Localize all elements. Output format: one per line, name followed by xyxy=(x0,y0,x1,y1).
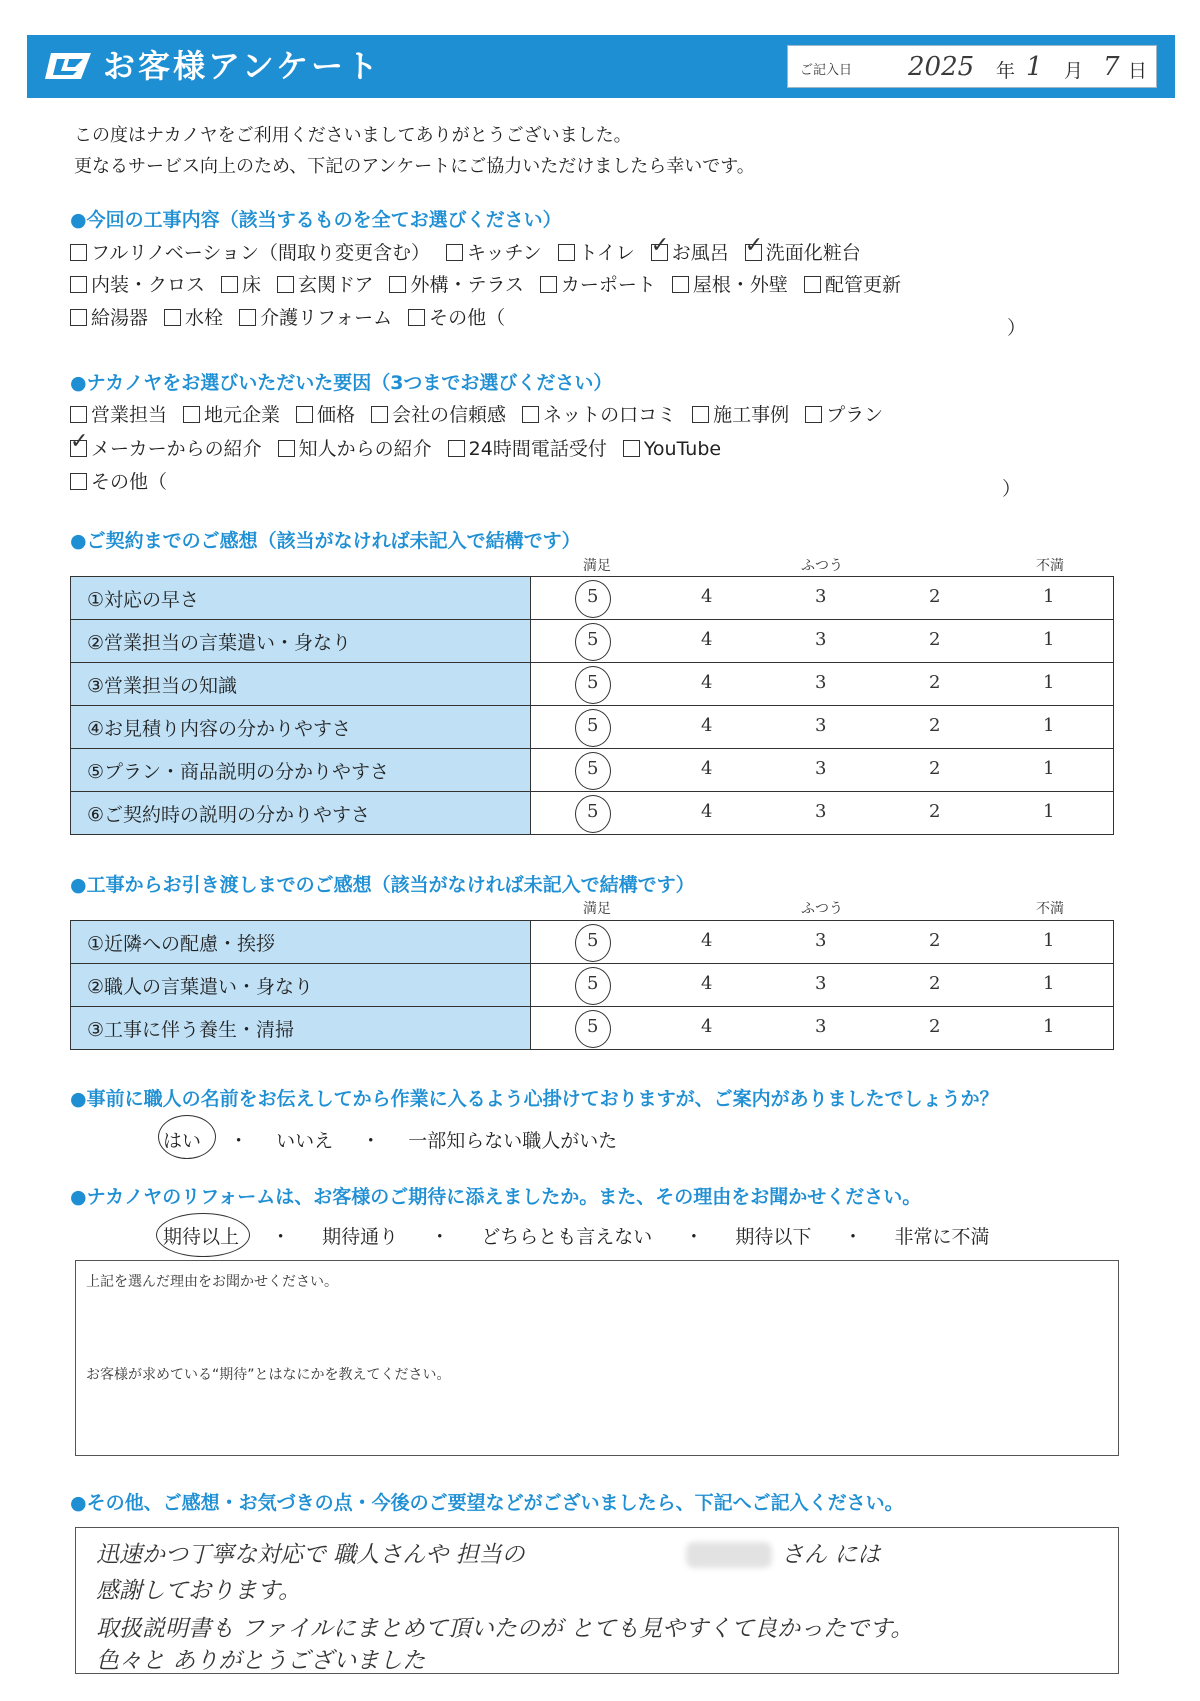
score-option[interactable]: 5 xyxy=(587,715,599,736)
date-year-unit: 年 xyxy=(996,60,1016,82)
table-row xyxy=(71,663,1114,706)
score-option[interactable]: 1 xyxy=(1043,672,1055,693)
score-option[interactable]: 5 xyxy=(587,672,599,693)
checkbox-label: トイレ xyxy=(578,242,635,264)
score-option[interactable]: 3 xyxy=(815,715,827,736)
question-label: ⑥ご契約時の説明の分かりやすさ xyxy=(71,792,531,835)
selection-circle xyxy=(158,1115,216,1159)
comment-line-1-end: さん には xyxy=(781,1542,881,1568)
checkbox-icon[interactable] xyxy=(296,406,313,423)
checkbox-icon[interactable] xyxy=(448,440,465,457)
checkbox-label: 地元企業 xyxy=(204,404,281,426)
option-row xyxy=(70,305,521,331)
checkbox-label: 施工事例 xyxy=(713,404,790,426)
selection-circle xyxy=(575,580,611,618)
option-above-expectation[interactable]: 期待以上 xyxy=(163,1226,240,1248)
score-option[interactable]: 4 xyxy=(701,629,713,650)
question-label: ①対応の早さ xyxy=(71,577,531,620)
score-cell xyxy=(531,620,1114,663)
score-option[interactable]: 1 xyxy=(1043,1016,1055,1037)
checkbox-option[interactable] xyxy=(408,305,505,331)
q1-paren-close: ） xyxy=(1007,317,1027,339)
checkbox-option[interactable] xyxy=(70,272,205,298)
section-title-handover: ●工事からお引き渡しまでのご感想（該当がなければ未記入で結構です） xyxy=(70,874,695,896)
date-label: ご記入日 xyxy=(800,63,853,78)
checkbox-option[interactable] xyxy=(70,469,167,495)
question-label: ③営業担当の知識 xyxy=(71,663,531,706)
page-title: お客様アンケート xyxy=(103,47,382,85)
section-title-craftsman-notice: ●事前に職人の名前をお伝えしてから作業に入るよう心掛けておりますが、ご案内がありましたでしょうか？ xyxy=(70,1088,999,1110)
score-option[interactable]: 4 xyxy=(701,801,713,822)
checkbox-icon[interactable] xyxy=(804,276,821,293)
checkbox-option[interactable] xyxy=(522,402,676,428)
option-row xyxy=(70,240,877,266)
table-row xyxy=(71,921,1114,964)
separator: ・ xyxy=(271,1226,291,1248)
question-label: ②営業担当の言葉遣い・身なり xyxy=(71,620,531,663)
question-label: ②職人の言葉遣い・身なり xyxy=(71,964,531,1007)
score-option[interactable]: 4 xyxy=(701,758,713,779)
score-cell xyxy=(531,749,1114,792)
score-option[interactable]: 2 xyxy=(929,930,941,951)
score-option[interactable]: 5 xyxy=(587,758,599,779)
scale-high-label: 満足 xyxy=(583,901,611,917)
checkbox-label: フルリノベーション（間取り変更含む） xyxy=(91,242,430,264)
score-option[interactable]: 3 xyxy=(815,629,827,650)
score-option[interactable]: 2 xyxy=(929,973,941,994)
checkbox-icon[interactable] xyxy=(408,309,425,326)
comment-line-2: 感謝しております。 xyxy=(96,1578,302,1604)
score-option[interactable]: 3 xyxy=(815,1016,827,1037)
score-option[interactable]: 2 xyxy=(929,672,941,693)
table-row xyxy=(71,577,1114,620)
checkbox-icon[interactable] xyxy=(70,473,87,490)
intro-line-1: この度はナカノヤをご利用くださいましてありがとうございました。 xyxy=(74,125,632,146)
checkbox-label: 配管更新 xyxy=(824,274,901,296)
checkbox-icon[interactable] xyxy=(278,440,295,457)
header-bar xyxy=(27,35,1175,98)
date-year-value: 2025 xyxy=(908,52,975,82)
score-option[interactable]: 5 xyxy=(587,1016,599,1037)
score-cell xyxy=(531,577,1114,620)
option-no[interactable]: いいえ xyxy=(276,1130,334,1152)
option-row xyxy=(70,272,917,298)
option-neutral[interactable]: どちらとも言えない xyxy=(481,1226,653,1248)
checkbox-option[interactable] xyxy=(651,240,729,266)
option-row xyxy=(70,436,737,462)
checkbox-option[interactable] xyxy=(448,436,607,462)
checkbox-icon[interactable] xyxy=(672,276,689,293)
section-title-contract: ●ご契約までのご感想（該当がなければ未記入で結構です） xyxy=(70,530,581,552)
checkbox-option[interactable] xyxy=(389,272,523,298)
score-option[interactable]: 3 xyxy=(815,973,827,994)
checkbox-checked-icon[interactable] xyxy=(651,244,668,261)
checkbox-option[interactable] xyxy=(805,402,883,428)
score-option[interactable]: 4 xyxy=(701,715,713,736)
selection-circle xyxy=(575,709,611,747)
score-option[interactable]: 2 xyxy=(929,586,941,607)
checkbox-icon[interactable] xyxy=(540,276,557,293)
checkbox-option[interactable] xyxy=(70,402,167,428)
score-option[interactable]: 3 xyxy=(815,930,827,951)
separator: ・ xyxy=(430,1226,450,1248)
checkbox-icon[interactable] xyxy=(70,244,87,261)
score-option[interactable]: 2 xyxy=(929,715,941,736)
table-row xyxy=(71,1007,1114,1050)
q2-paren-close: ） xyxy=(1002,478,1022,500)
score-option[interactable]: 1 xyxy=(1043,586,1055,607)
checkbox-option[interactable] xyxy=(277,272,373,298)
scale-low-label: 不満 xyxy=(1036,901,1064,917)
checkbox-label: 外構・テラス xyxy=(410,274,524,296)
score-option[interactable]: 1 xyxy=(1043,629,1055,650)
checkbox-icon[interactable] xyxy=(221,276,238,293)
checkbox-icon[interactable] xyxy=(70,406,87,423)
score-option[interactable]: 1 xyxy=(1043,930,1055,951)
checkbox-label: 営業担当 xyxy=(91,404,168,426)
checkbox-label: YouTube xyxy=(643,438,722,460)
checkbox-label: 会社の信頼感 xyxy=(392,404,507,426)
checkbox-label: 給湯器 xyxy=(91,307,149,329)
checkbox-label: 水栓 xyxy=(185,307,224,329)
contract-rating-table xyxy=(70,576,1114,835)
score-option[interactable]: 2 xyxy=(929,758,941,779)
selection-circle xyxy=(575,1010,611,1048)
comment-line-4: 色々と ありがとうございました xyxy=(96,1648,426,1674)
score-option[interactable]: 1 xyxy=(1043,715,1055,736)
option-very-dissatisfied[interactable]: 非常に不満 xyxy=(894,1226,990,1248)
score-cell xyxy=(531,921,1114,964)
intro-line-2: 更なるサービス向上のため、下記のアンケートにご協力いただけましたら幸いです。 xyxy=(74,156,755,177)
checkbox-option[interactable] xyxy=(221,272,261,298)
checkbox-icon[interactable] xyxy=(522,406,539,423)
score-option[interactable]: 5 xyxy=(587,930,599,951)
scale-low-label: 不満 xyxy=(1036,558,1064,574)
selection-circle xyxy=(575,795,611,833)
separator: ・ xyxy=(229,1130,249,1152)
score-option[interactable]: 2 xyxy=(929,629,941,650)
comments-box[interactable] xyxy=(75,1527,1119,1674)
score-cell xyxy=(531,663,1114,706)
selection-circle xyxy=(575,924,611,962)
checkbox-option[interactable] xyxy=(70,305,148,331)
expectation-reason-box[interactable] xyxy=(75,1260,1119,1456)
checkbox-label: 24時間電話受付 xyxy=(468,438,607,460)
checkbox-option[interactable] xyxy=(446,240,542,266)
score-option[interactable]: 3 xyxy=(815,672,827,693)
expectation-options xyxy=(163,1222,990,1249)
score-option[interactable]: 5 xyxy=(587,973,599,994)
score-option[interactable]: 5 xyxy=(587,586,599,607)
option-partial[interactable]: 一部知らない職人がいた xyxy=(408,1130,618,1152)
checkbox-option[interactable] xyxy=(745,240,861,266)
checkbox-icon[interactable] xyxy=(164,309,181,326)
checkbox-label: 洗面化粧台 xyxy=(765,242,861,264)
checkbox-icon[interactable] xyxy=(558,244,575,261)
checkbox-label: 知人からの紹介 xyxy=(298,438,432,460)
checkbox-label: お風呂 xyxy=(671,242,729,264)
selection-circle xyxy=(575,752,611,790)
checkbox-label: 玄関ドア xyxy=(298,274,374,296)
option-row xyxy=(70,402,899,428)
date-day-unit: 日 xyxy=(1128,60,1148,82)
checkbox-label: メーカーからの紹介 xyxy=(91,438,262,460)
company-logo-icon xyxy=(43,49,95,83)
comment-line-3: 取扱説明書も ファイルにまとめて頂いたのが とても見やすくて良かったです。 xyxy=(96,1616,914,1642)
checkbox-label: 価格 xyxy=(317,404,356,426)
checkbox-label: プラン xyxy=(826,404,884,426)
scale-mid-label: ふつう xyxy=(801,901,843,917)
craftsman-notice-options xyxy=(163,1126,617,1153)
checkbox-label: 床 xyxy=(242,274,262,296)
checkbox-label: その他（ xyxy=(91,471,168,493)
selection-circle xyxy=(575,623,611,661)
checkbox-option[interactable] xyxy=(692,402,789,428)
checkbox-option[interactable] xyxy=(70,436,262,462)
score-option[interactable]: 3 xyxy=(815,758,827,779)
checkbox-option[interactable] xyxy=(183,402,280,428)
table-row xyxy=(71,964,1114,1007)
checkbox-label: 介護リフォーム xyxy=(260,307,393,329)
checkbox-label: その他（ xyxy=(429,307,506,329)
separator: ・ xyxy=(843,1226,863,1248)
score-option[interactable]: 2 xyxy=(929,1016,941,1037)
option-as-expected[interactable]: 期待通り xyxy=(322,1226,399,1248)
reason-box-label: 上記を選んだ理由をお聞かせください。 xyxy=(86,1274,338,1290)
checkbox-icon[interactable] xyxy=(623,440,640,457)
question-label: ⑤プラン・商品説明の分かりやすさ xyxy=(71,749,531,792)
checkbox-label: 内装・クロス xyxy=(91,274,206,296)
score-option[interactable]: 4 xyxy=(701,973,713,994)
table-row xyxy=(71,620,1114,663)
question-label: ④お見積り内容の分かりやすさ xyxy=(71,706,531,749)
score-option[interactable]: 2 xyxy=(929,801,941,822)
section-title-construction: ●今回の工事内容（該当するものを全てお選びください） xyxy=(70,209,562,231)
option-yes[interactable]: はい xyxy=(163,1130,202,1152)
score-option[interactable]: 3 xyxy=(815,586,827,607)
checkbox-label: キッチン xyxy=(466,242,542,264)
date-month-unit: 月 xyxy=(1064,60,1084,82)
checkbox-label: ネットの口コミ xyxy=(543,404,677,426)
table-row xyxy=(71,749,1114,792)
checkbox-label: カーポート xyxy=(560,274,656,296)
score-option[interactable]: 4 xyxy=(701,672,713,693)
score-cell xyxy=(531,706,1114,749)
checkbox-option[interactable] xyxy=(672,272,788,298)
selection-circle xyxy=(575,666,611,704)
date-box[interactable] xyxy=(787,45,1157,88)
section-title-comments: ●その他、ご感想・お気づきの点・今後のご要望などがございましたら、下記へご記入ください。 xyxy=(70,1492,904,1514)
score-cell xyxy=(531,792,1114,835)
date-day-value: 7 xyxy=(1103,52,1120,82)
score-cell xyxy=(531,1007,1114,1050)
section-title-expectation: ●ナカノヤのリフォームは、お客様のご期待に添えましたか。また、その理由をお聞かせください。 xyxy=(70,1186,922,1208)
checkbox-option[interactable] xyxy=(164,305,223,331)
selection-circle xyxy=(575,967,611,1005)
option-below-expectation[interactable]: 期待以下 xyxy=(735,1226,812,1248)
checkbox-option[interactable] xyxy=(278,436,432,462)
checkbox-icon[interactable] xyxy=(183,406,200,423)
selection-circle xyxy=(156,1213,250,1257)
score-option[interactable]: 1 xyxy=(1043,758,1055,779)
checkbox-icon[interactable] xyxy=(805,406,822,423)
redacted-name xyxy=(686,1542,772,1568)
checkbox-option[interactable] xyxy=(239,305,392,331)
checkbox-icon[interactable] xyxy=(70,276,87,293)
checkbox-icon[interactable] xyxy=(239,309,256,326)
checkbox-checked-icon[interactable] xyxy=(745,244,762,261)
score-option[interactable]: 1 xyxy=(1043,801,1055,822)
checkbox-option[interactable] xyxy=(804,272,901,298)
checkbox-icon[interactable] xyxy=(371,406,388,423)
score-option[interactable]: 4 xyxy=(701,1016,713,1037)
section-title-reasons: ●ナカノヤをお選びいただいた要因（3つまでお選びください） xyxy=(70,372,613,394)
score-option[interactable]: 5 xyxy=(587,801,599,822)
score-option[interactable]: 4 xyxy=(701,586,713,607)
scale-mid-label: ふつう xyxy=(801,558,843,574)
separator: ・ xyxy=(361,1130,381,1152)
score-option[interactable]: 3 xyxy=(815,801,827,822)
checkbox-icon[interactable] xyxy=(389,276,406,293)
comment-line-1: 迅速かつ丁寧な対応で 職人さんや 担当の xyxy=(96,1542,525,1568)
question-label: ①近隣への配慮・挨拶 xyxy=(71,921,531,964)
table-row xyxy=(71,792,1114,835)
checkbox-option[interactable] xyxy=(540,272,656,298)
table-row xyxy=(71,706,1114,749)
score-option[interactable]: 1 xyxy=(1043,973,1055,994)
scale-high-label: 満足 xyxy=(583,558,611,574)
checkbox-option[interactable] xyxy=(558,240,635,266)
date-month-value: 1 xyxy=(1026,52,1043,82)
score-option[interactable]: 4 xyxy=(701,930,713,951)
handover-rating-table xyxy=(70,920,1114,1050)
checkbox-label: 屋根・外壁 xyxy=(692,274,788,296)
separator: ・ xyxy=(684,1226,704,1248)
checkbox-icon[interactable] xyxy=(70,309,87,326)
checkbox-option[interactable] xyxy=(371,402,506,428)
checkbox-icon[interactable] xyxy=(446,244,463,261)
checkbox-option[interactable] xyxy=(70,240,430,266)
checkbox-option[interactable] xyxy=(623,436,721,462)
score-option[interactable]: 5 xyxy=(587,629,599,650)
option-row xyxy=(70,469,183,495)
checkbox-option[interactable] xyxy=(296,402,355,428)
checkbox-checked-icon[interactable] xyxy=(70,440,87,457)
score-cell xyxy=(531,964,1114,1007)
expectation-box-label: お客様が求めている“期待”とはなにかを教えてください。 xyxy=(86,1367,451,1383)
checkbox-icon[interactable] xyxy=(692,406,709,423)
question-label: ③工事に伴う養生・清掃 xyxy=(71,1007,531,1050)
checkbox-icon[interactable] xyxy=(277,276,294,293)
